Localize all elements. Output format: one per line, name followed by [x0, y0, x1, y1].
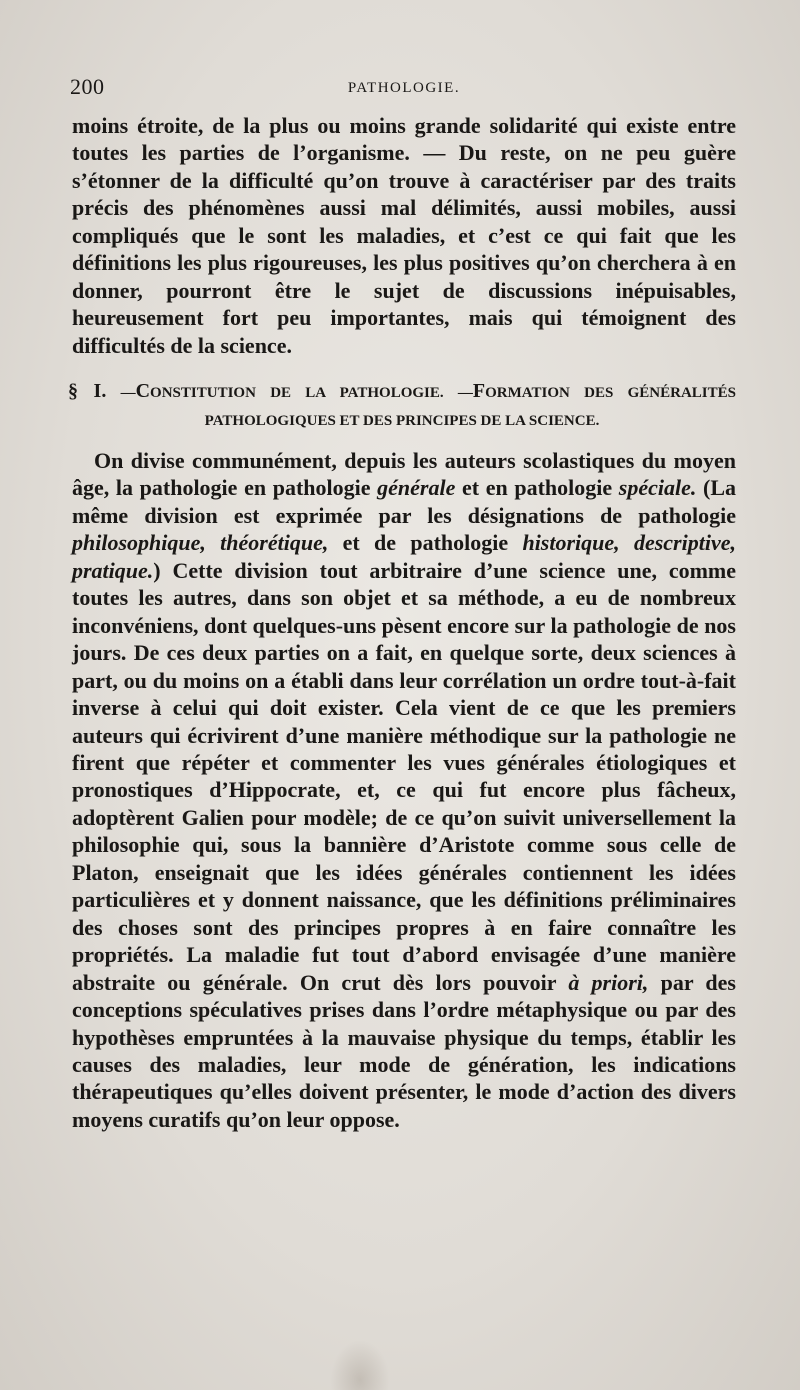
paragraph-continued: moins étroite, de la plus ou moins grande solidarité qui existe entre toutes les parties de l’organisme. — Du reste, on ne peu guère s’étonner de la difficulté qu’on trouve à caractériser par des traits précis des phénomènes aussi mal délimités, aussi mobiles, aussi compliqués que le sont les maladies, et c’est ce qui fait que les définitions les plus rigoureuses, les plus positives qu’on cherchera à en donner, pourront être le sujet de discussions inépuisables, heureusement fort peu importantes, mais qui témoignent des difficultés de la science.: [72, 113, 736, 358]
section-title-a-initial: C: [135, 380, 151, 402]
italic-run: à priori,: [568, 969, 649, 995]
text-run: ) Cette division tout arbitraire d’une science une, comme toutes les autres, dans son objet et sa méthode, a eu de nombreux inconvéniens, dont quelques-uns pèsent encore sur la pathologie de nos jours. De ces deux parties on a fait, en quelque sorte, deux sciences à part, ou du moins on a établi dans leur corrélation un ordre tout-à-fait inverse à celui qui doit exister. Cela vient de ce que les premiers auteurs qui écrivirent d’une manière méthodique sur la pathologie ne firent que répéter et commenter les vues générales étiologiques et pronostiques d’Hippocrate, et, ce qui fut encore plus fâcheux, adoptèrent Galien pour modèle; de ce qu’on suivit universellement la philosophie qui, sous la bannière d’Aristote comme sous celle de Platon, enseignait que les idées générales contiennent les idées particulières et y donnent naissance, que les définitions préliminaires des choses sont des principes propres à en faire connaître les propriétés. La maladie fut tout d’abord envisagée d’une manière abstraite ou générale. On crut dès lors pouvoir: [72, 557, 736, 995]
section-heading: [68, 377, 736, 435]
section-heading-line-2: PATHOLOGIQUES ET DES PRINCIPES DE LA SCIENCE.: [204, 413, 600, 429]
italic-run: historique, descriptive, pratique.: [72, 530, 736, 583]
italic-run: spéciale.: [618, 475, 697, 501]
section-dash-1: —: [106, 385, 136, 401]
running-head: PATHOLOGIE.: [347, 80, 461, 96]
paragraph-main: [72, 447, 736, 1133]
paper-stain: [330, 1340, 390, 1390]
italic-run: philosophique, théorétique,: [72, 530, 329, 556]
italic-run: générale: [377, 475, 456, 501]
section-title-b: ORMATION DES GÉNÉRALITÉS: [485, 385, 736, 401]
page-number: 200: [70, 74, 105, 99]
text-run: (La même division est exprimée par les désignations de pathologie: [72, 475, 736, 528]
text-run: par des conceptions spéculatives prises dans l’ordre métaphysique ou par des hypothèses empruntées à la mauvaise physique du temps, établir les causes des maladies, leur mode de génération, les indications thérapeutiques qu’elles doivent présenter, le mode d’action des divers moyens curatifs qu’on leur oppose.: [72, 969, 736, 1132]
page-header: [70, 74, 738, 106]
section-number: § I.: [68, 380, 107, 402]
text-run: et en pathologie: [455, 475, 619, 501]
text-run: et de pathologie: [328, 530, 523, 556]
section-heading-line-1: [68, 377, 736, 407]
section-title-a: ONSTITUTION DE LA PATHOLOGIE.: [150, 385, 444, 401]
section-dash-2: —: [443, 385, 473, 401]
section-title-b-initial: F: [472, 380, 486, 402]
text-run: On divise communément, depuis les auteurs scolastiques du moyen âge, la pathologie en pathologie: [72, 448, 736, 501]
